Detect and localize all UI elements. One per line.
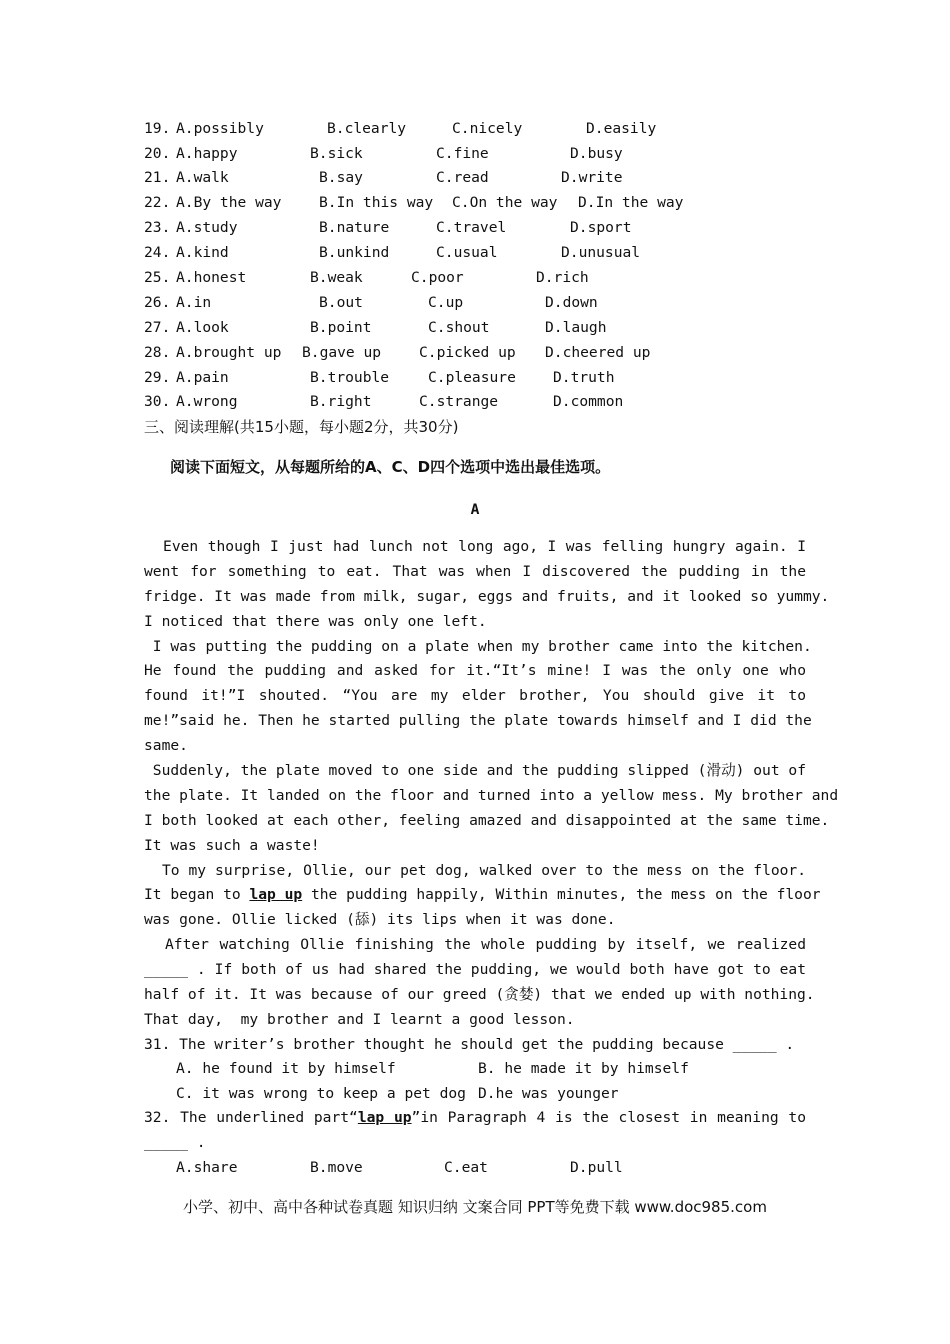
option-a: A.By the way — [176, 194, 282, 211]
option-b: B.weak — [310, 269, 363, 286]
option-a: A.kind — [176, 244, 229, 261]
option-b: B.nature — [319, 219, 390, 236]
passage-line: I noticed that there was only one left. — [144, 612, 487, 630]
passage-line: I was putting the pudding on a plate when my brother came into the kitchen. — [144, 637, 812, 655]
question-number: 28. — [144, 344, 171, 361]
passage — [144, 535, 839, 1058]
passage-line: He found the pudding and asked for it.“It’s mine! I was the only one who — [144, 662, 806, 680]
option-a: A.in — [176, 294, 212, 311]
passage-line: found it!”I shouted. “You are my elder brother, You should give it to — [144, 687, 806, 705]
passage-line: the plate. It landed on the floor and turned into a yellow mess. My brother and — [144, 786, 839, 804]
passage-line: Even though I just had lunch not long ago, I was felling hungry again. I — [144, 538, 806, 555]
option-c: C. it was wrong to keep a pet dog — [176, 1085, 466, 1102]
option-a: A.wrong — [176, 393, 238, 410]
option-c: C.usual — [436, 244, 498, 261]
question-number: 29. — [144, 369, 171, 386]
option-b: B.In this way — [319, 194, 434, 211]
option-c: C.travel — [436, 219, 507, 236]
passage-line: me!”said he. Then he started pulling the plate towards himself and I did the — [144, 712, 812, 730]
option-d: D.rich — [536, 269, 589, 286]
option-b: B.unkind — [319, 244, 390, 261]
option-d: D.common — [553, 393, 624, 410]
section-header: 三、阅读理解(共15小题，每小题2分，共30分) — [144, 418, 459, 436]
underlined-phrase: lap up — [357, 1109, 412, 1126]
option-a: A.share — [176, 1159, 238, 1176]
question-number: 22. — [144, 194, 171, 211]
question-number: 24. — [144, 244, 171, 261]
option-d: D.cheered up — [545, 344, 651, 361]
option-a: A.walk — [176, 169, 229, 186]
passage-line: It was such a waste! — [144, 836, 320, 854]
option-a: A.possibly — [176, 120, 264, 137]
passage-line: Suddenly, the plate moved to one side and the pudding slipped (滑动) out of — [144, 762, 806, 780]
question-number: 20. — [144, 145, 171, 162]
option-c: C.picked up — [419, 344, 516, 361]
option-d: D.pull — [570, 1159, 623, 1176]
option-b: B.gave up — [302, 344, 382, 361]
question-32-line — [144, 1106, 806, 1131]
option-b: B.point — [310, 319, 372, 336]
question-32-line: _____ . — [144, 1133, 206, 1151]
option-c: C.On the way — [452, 194, 558, 211]
option-c: C.shout — [428, 319, 490, 336]
option-a: A.brought up — [176, 344, 282, 361]
passage-line: _____ . If both of us had shared the pudding, we would both have got to eat — [144, 961, 806, 979]
option-b: B.sick — [310, 145, 363, 162]
option-d: D.unusual — [561, 244, 641, 261]
footer-text: 小学、初中、高中各种试卷真题 知识归纳 文案合同 PPT等免费下载 www.doc985.com — [183, 1198, 767, 1216]
passage-line: I both looked at each other, feeling amazed and disappointed at the same time. — [144, 811, 830, 829]
option-d: D.sport — [570, 219, 632, 236]
passage-line: went for something to eat. That was when I discovered the pudding in the — [144, 562, 806, 580]
option-d: D.he was younger — [478, 1085, 619, 1102]
passage-text: the pudding happily, Within minutes, the mess on the floor — [302, 886, 821, 904]
passage-text: It began to — [144, 886, 250, 904]
option-b: B.trouble — [310, 369, 390, 386]
question-number: 19. — [144, 120, 171, 137]
question-31-stem: 31. The writer’s brother thought he should get the pudding because _____ . — [144, 1035, 795, 1053]
underlined-phrase: lap up — [249, 886, 303, 904]
option-a: A.happy — [176, 145, 238, 162]
option-c: C.pleasure — [428, 369, 516, 386]
option-d: D.In the way — [578, 194, 684, 211]
option-c: C.eat — [444, 1159, 488, 1176]
option-d: D.down — [545, 294, 598, 311]
option-d: D.easily — [586, 120, 657, 137]
option-b: B.out — [319, 294, 363, 311]
option-c: C.up — [428, 294, 464, 311]
option-d: D.write — [561, 169, 623, 186]
passage-line: was gone. Ollie licked (舔) its lips when it was done. — [144, 911, 616, 929]
passage-line — [144, 883, 821, 908]
stem-text: ”in Paragraph 4 is the closest in meaning to — [411, 1109, 806, 1126]
option-d: D.truth — [553, 369, 615, 386]
option-b: B.say — [319, 169, 363, 186]
option-c: C.fine — [436, 145, 489, 162]
question-32-stem — [144, 1106, 806, 1156]
question-number: 30. — [144, 393, 171, 410]
option-c: C.read — [436, 169, 489, 186]
option-b: B. he made it by himself — [478, 1060, 689, 1077]
option-c: C.strange — [419, 393, 499, 410]
question-number: 21. — [144, 169, 171, 186]
stem-text: 32. The underlined part“ — [144, 1109, 358, 1126]
option-a: A. he found it by himself — [176, 1060, 396, 1077]
question-number: 25. — [144, 269, 171, 286]
option-a: A.look — [176, 319, 229, 336]
question-number: 26. — [144, 294, 171, 311]
question-number: 27. — [144, 319, 171, 336]
option-a: A.pain — [176, 369, 229, 386]
passage-line: That day, my brother and I learnt a good lesson. — [144, 1010, 575, 1028]
passage-line: half of it. It was because of our greed (贪婪) that we ended up with nothing. — [144, 986, 815, 1004]
option-c: C.nicely — [452, 120, 523, 137]
instructions: 阅读下面短文，从每题所给的A、C、D四个选项中选出最佳选项。 — [170, 458, 611, 476]
option-d: D.busy — [570, 145, 623, 162]
option-b: B.clearly — [327, 120, 407, 137]
option-a: A.study — [176, 219, 238, 236]
option-a: A.honest — [176, 269, 247, 286]
passage-line: fridge. It was made from milk, sugar, eggs and fruits, and it looked so yummy. — [144, 587, 830, 605]
option-d: D.laugh — [545, 319, 607, 336]
passage-line: same. — [144, 737, 188, 755]
passage-title: A — [470, 501, 480, 518]
option-b: B.move — [310, 1159, 363, 1176]
option-c: C.poor — [411, 269, 464, 286]
passage-line: After watching Ollie finishing the whole pudding by itself, we realized — [144, 936, 806, 954]
passage-line: To my surprise, Ollie, our pet dog, walked over to the mess on the floor. — [144, 861, 806, 879]
question-number: 23. — [144, 219, 171, 236]
option-b: B.right — [310, 393, 372, 410]
